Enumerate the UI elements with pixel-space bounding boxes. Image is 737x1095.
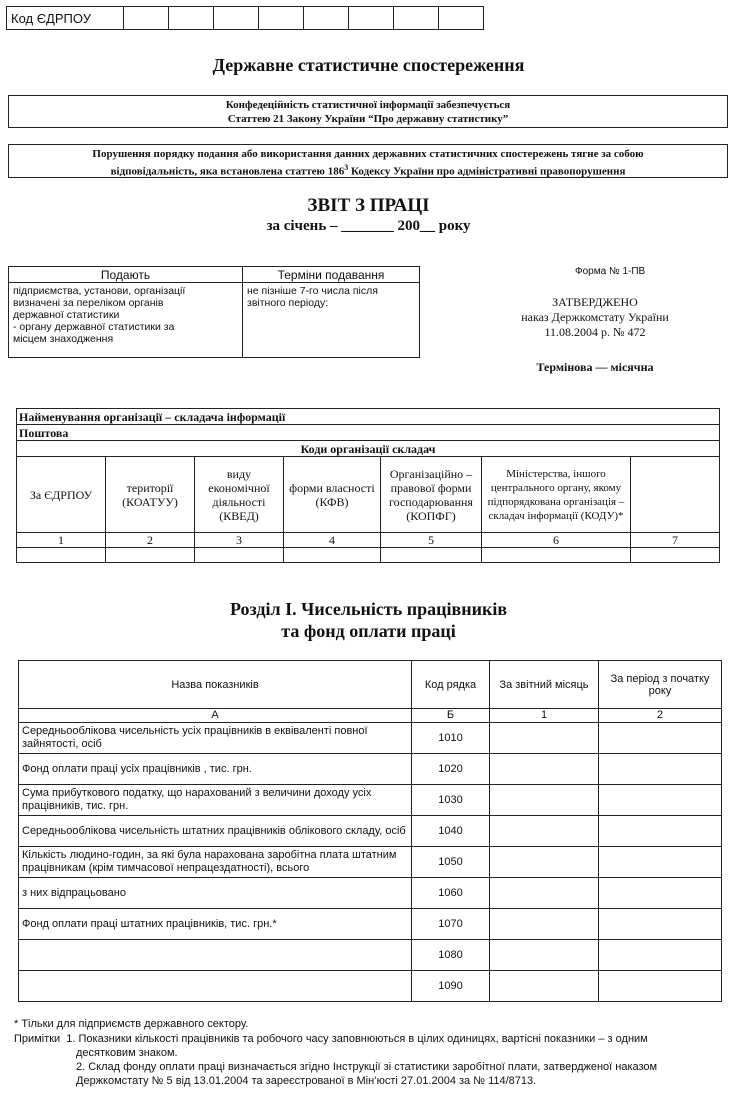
- table-row: [19, 847, 722, 878]
- table-row: [19, 940, 722, 971]
- month-value-cell[interactable]: [490, 785, 599, 816]
- note-1-text: 1. Показники кількості працівників та робочого часу заповнюються в цілих одиницях, вартісні показники – з одним: [66, 1033, 648, 1045]
- code-header-extra: [631, 457, 720, 533]
- subheader-1: 1: [490, 709, 599, 723]
- confidentiality-line: Статтею 21 Закону України “Про державну статистику”: [227, 113, 509, 125]
- row-code: 1090: [412, 971, 490, 1002]
- submitters-header: Подають: [9, 267, 243, 283]
- column-number: 4: [284, 533, 381, 548]
- month-value-cell[interactable]: [490, 754, 599, 785]
- document-heading: Державне статистичне спостереження: [212, 55, 525, 75]
- row-code: 1080: [412, 940, 490, 971]
- ytd-value-cell[interactable]: [599, 971, 722, 1002]
- row-code: 1050: [412, 847, 490, 878]
- table-row: [19, 785, 722, 816]
- ytd-value-cell[interactable]: [599, 723, 722, 754]
- header-indicator-name: Назва показників: [19, 661, 412, 709]
- month-value-cell[interactable]: [490, 940, 599, 971]
- organization-name-label[interactable]: Найменування організації – складача інформації: [17, 409, 720, 425]
- month-value-cell[interactable]: [490, 723, 599, 754]
- urgency-label: Термінова — місячна: [536, 360, 654, 374]
- code-header-kfv: форми власності (КФВ): [284, 457, 381, 533]
- code-header-kodu: Міністерства, іншого центрального органу, якому підпорядкована організація – складач інформації (КОДУ)*: [482, 457, 631, 533]
- edrpou-cell[interactable]: [439, 7, 484, 30]
- subheader-a: А: [19, 709, 412, 723]
- ytd-value-cell[interactable]: [599, 909, 722, 940]
- indicator-name: Фонд оплати праці штатних працівників, тис. грн.*: [19, 909, 412, 940]
- code-header-koatuu: території (КОАТУУ): [106, 457, 195, 533]
- code-value-cell[interactable]: [195, 548, 284, 563]
- code-header-kved: виду економічної діяльності (КВЕД): [195, 457, 284, 533]
- ytd-value-cell[interactable]: [599, 785, 722, 816]
- table-row: [19, 971, 722, 1002]
- article-superscript: 3: [344, 163, 349, 172]
- month-value-cell[interactable]: [490, 847, 599, 878]
- code-value-cell[interactable]: [381, 548, 482, 563]
- indicator-name: Середньооблікова чисельність штатних працівників облікового складу, осіб: [19, 816, 412, 847]
- section-title-line: та фонд оплати праці: [281, 621, 456, 641]
- column-number: 3: [195, 533, 284, 548]
- edrpou-cell[interactable]: [304, 7, 349, 30]
- row-code: 1060: [412, 878, 490, 909]
- table-row: [19, 754, 722, 785]
- indicator-name: Середньооблікова чисельність усіх працівників в еквіваленті повної зайнятості, осіб: [19, 723, 412, 754]
- violation-notice: [8, 144, 728, 178]
- violation-line: [9, 161, 727, 179]
- edrpou-cell[interactable]: [349, 7, 394, 30]
- code-value-cell[interactable]: [482, 548, 631, 563]
- submission-table: [8, 266, 420, 358]
- deadlines-header: Терміни подавання: [243, 267, 420, 283]
- row-code: 1030: [412, 785, 490, 816]
- confidentiality-notice: [8, 95, 728, 128]
- deadlines-cell: [243, 283, 420, 358]
- column-number: 6: [482, 533, 631, 548]
- notes-block: [14, 1032, 734, 1088]
- ytd-value-cell[interactable]: [599, 816, 722, 847]
- approved-label: ЗАТВЕРДЖЕНО: [552, 295, 638, 309]
- organization-table: [16, 408, 720, 563]
- column-number: 7: [631, 533, 720, 548]
- header-year-to-date: За період з початку року: [599, 661, 722, 709]
- submitters-line: - органу державної статистики за: [13, 321, 175, 333]
- month-value-cell[interactable]: [490, 878, 599, 909]
- submitters-line: державної статистики: [13, 309, 120, 321]
- column-number: 2: [106, 533, 195, 548]
- deadlines-line: не пізніше 7-го числа після: [247, 285, 378, 297]
- form-number: Форма № 1-ПВ: [575, 266, 646, 277]
- report-period[interactable]: за січень – _______ 200__ року: [266, 218, 471, 234]
- column-number: 5: [381, 533, 482, 548]
- edrpou-code-box: [6, 6, 484, 30]
- edrpou-cell[interactable]: [124, 7, 169, 30]
- indicator-name: Фонд оплати праці усіх працівників , тис. грн.: [19, 754, 412, 785]
- indicator-name: Кількість людино-годин, за які була нарахована заробітна плата штатним працівникам (крім тимчасової непрацездатності), всього: [19, 847, 412, 878]
- code-header-kopfg: Організаційно – правової форми господарювання (КОПФГ): [381, 457, 482, 533]
- violation-text-end: Кодексу України про адміністративні правопорушення: [348, 165, 626, 178]
- indicators-table: [18, 660, 722, 1002]
- note-1: [14, 1032, 734, 1046]
- table-row: [19, 723, 722, 754]
- approval-date: 11.08.2004 р. № 472: [544, 325, 646, 339]
- note-2: 2. Склад фонду оплати праці визначається згідно Інструкції зі статистики заробітної плати, затвердженої наказом: [76, 1061, 658, 1073]
- code-value-cell[interactable]: [631, 548, 720, 563]
- row-code: 1010: [412, 723, 490, 754]
- ytd-value-cell[interactable]: [599, 878, 722, 909]
- note-2-cont: Держкомстату № 5 від 13.01.2004 та зареєстрованої в Мін’юсті 27.01.2004 за № 114/8713.: [76, 1075, 537, 1087]
- edrpou-cell[interactable]: [394, 7, 439, 30]
- violation-line: Порушення порядку подання або використання данних державних статистичних спостережень тягне за собою: [92, 148, 644, 160]
- submitters-line: підприємства, установи, організації: [13, 285, 186, 297]
- edrpou-cell[interactable]: [169, 7, 214, 30]
- code-value-cell[interactable]: [17, 548, 106, 563]
- deadlines-line: звітного періоду:: [247, 297, 329, 309]
- approval-block: [470, 295, 720, 340]
- violation-text: відповідальність, яка встановлена статтею 186: [110, 165, 345, 178]
- header-reporting-month: За звітний місяць: [490, 661, 599, 709]
- indicator-name[interactable]: [19, 940, 412, 971]
- code-value-cell[interactable]: [284, 548, 381, 563]
- indicator-name: з них відпрацьовано: [19, 878, 412, 909]
- row-code: 1020: [412, 754, 490, 785]
- table-row: [19, 816, 722, 847]
- row-code: 1070: [412, 909, 490, 940]
- note-1-cont: десятковим знаком.: [76, 1047, 178, 1059]
- submitters-line: місцем знаходження: [13, 333, 114, 345]
- section-title-line: Розділ I. Чисельність працівників: [229, 599, 508, 619]
- approval-order: наказ Держкомстату України: [521, 310, 669, 324]
- confidentiality-line: Конфедеційність статистичної інформації забезпечується: [225, 99, 511, 111]
- code-header-edrpou: За ЄДРПОУ: [17, 457, 106, 533]
- table-row: [19, 909, 722, 940]
- ytd-value-cell[interactable]: [599, 754, 722, 785]
- row-code: 1040: [412, 816, 490, 847]
- report-title: ЗВІТ З ПРАЦІ: [307, 195, 430, 216]
- column-number: 1: [17, 533, 106, 548]
- section-title: [0, 598, 737, 642]
- submitters-cell: [9, 283, 243, 358]
- edrpou-cell[interactable]: [259, 7, 304, 30]
- indicator-name: Сума прибуткового податку, що нарахований з величини доходу усіх працівників, тис. грн.: [19, 785, 412, 816]
- month-value-cell[interactable]: [490, 971, 599, 1002]
- edrpou-cell[interactable]: [214, 7, 259, 30]
- ytd-value-cell[interactable]: [599, 940, 722, 971]
- subheader-b: Б: [412, 709, 490, 723]
- subheader-2: 2: [599, 709, 722, 723]
- org-codes-label: Коди організації складач: [17, 441, 720, 457]
- ytd-value-cell[interactable]: [599, 847, 722, 878]
- postal-address-label[interactable]: Поштова: [17, 425, 720, 441]
- indicator-name[interactable]: [19, 971, 412, 1002]
- footnote-star: * Тільки для підприємств державного сектору.: [14, 1018, 249, 1030]
- table-row: [19, 878, 722, 909]
- header-row-code: Код рядка: [412, 661, 490, 709]
- month-value-cell[interactable]: [490, 816, 599, 847]
- submitters-line: визначені за переліком органів: [13, 297, 164, 309]
- notes-prefix: Примітки: [14, 1033, 61, 1045]
- month-value-cell[interactable]: [490, 909, 599, 940]
- edrpou-label: Код ЄДРПОУ: [7, 7, 124, 30]
- code-value-cell[interactable]: [106, 548, 195, 563]
